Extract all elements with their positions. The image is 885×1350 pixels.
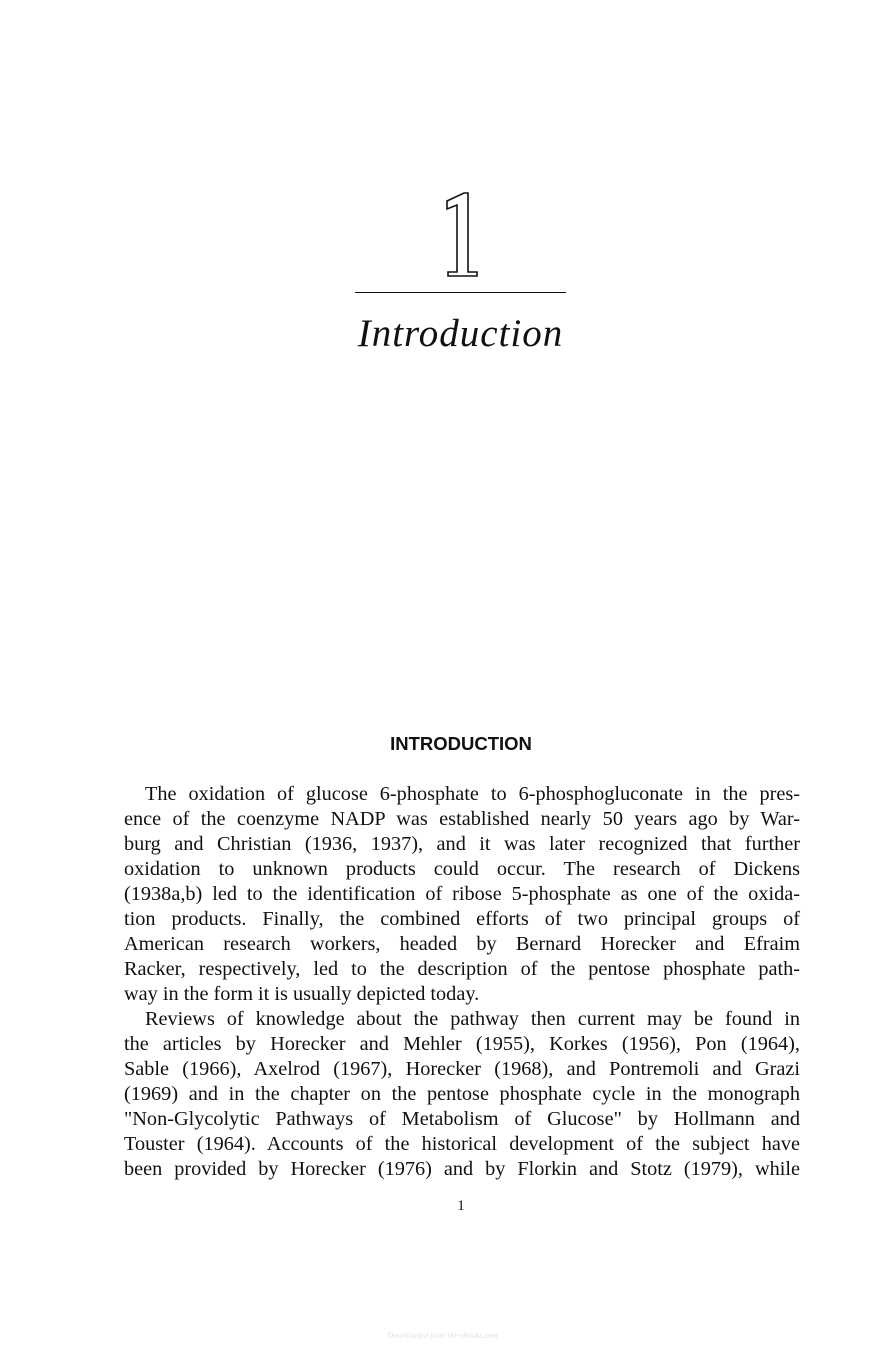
body-line: Reviews of knowledge about the pathway then current may be found in <box>145 1008 800 1030</box>
body-line: the articles by Horecker and Mehler (1955), Korkes (1956), Pon (1964), <box>124 1033 800 1055</box>
chapter-number-outline-glyph <box>439 192 483 278</box>
body-line: Touster (1964). Accounts of the historical development of the subject have <box>124 1133 800 1155</box>
body-line: Racker, respectively, led to the description of the pentose phosphate path- <box>124 958 800 980</box>
chapter-title: Introduction <box>357 312 564 355</box>
body-line: American research workers, headed by Bernard Horecker and Efraim <box>124 933 800 955</box>
body-line: been provided by Horecker (1976) and by Florkin and Stotz (1979), while <box>124 1158 800 1180</box>
body-line: (1938a,b) led to the identification of ribose 5-phosphate as one of the oxida- <box>124 883 800 905</box>
body-line: oxidation to unknown products could occur. The research of Dickens <box>124 858 800 880</box>
body-line: way in the form it is usually depicted today. <box>124 983 480 1005</box>
body-line: "Non-Glycolytic Pathways of Metabolism of Glucose" by Hollmann and <box>124 1108 800 1130</box>
body-line: (1969) and in the chapter on the pentose phosphate cycle in the monograph <box>124 1083 800 1105</box>
download-watermark: Downloaded from Vet-eBooks.com <box>387 1331 498 1340</box>
chapter-title-rule <box>355 292 566 293</box>
chapter-number <box>355 192 566 278</box>
page-number: 1 <box>457 1198 465 1214</box>
body-line: Sable (1966), Axelrod (1967), Horecker (1968), and Pontremoli and Grazi <box>124 1058 800 1080</box>
body-line: tion products. Finally, the combined efforts of two principal groups of <box>124 908 800 930</box>
section-heading: INTRODUCTION <box>390 733 532 754</box>
body-line: ence of the coenzyme NADP was established nearly 50 years ago by War- <box>124 808 800 830</box>
body-line: The oxidation of glucose 6-phosphate to 6-phosphogluconate in the pres- <box>145 783 800 805</box>
body-line: burg and Christian (1936, 1937), and it was later recognized that further <box>124 833 800 855</box>
